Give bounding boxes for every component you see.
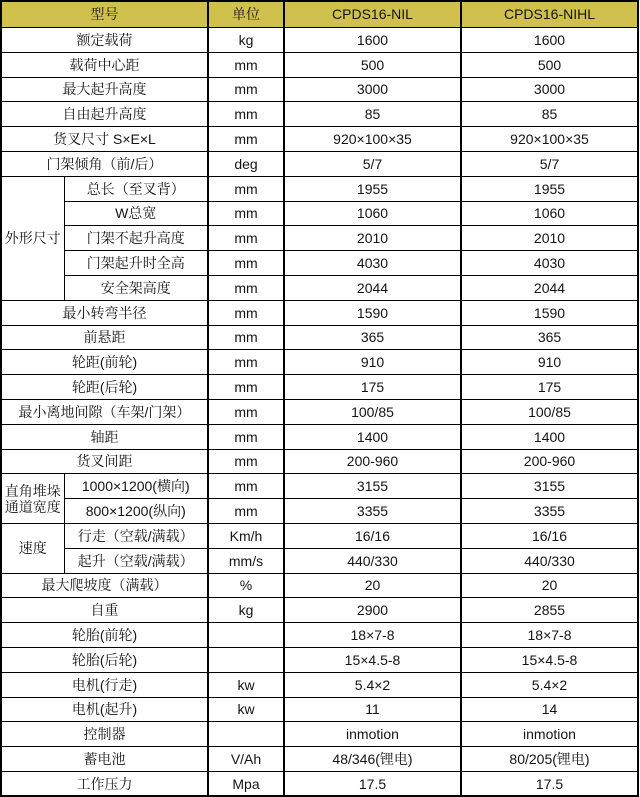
row-label: 轮胎(后轮)	[1, 647, 208, 672]
row-label: 轮距(前轮)	[1, 350, 208, 375]
row-value-b: 1600	[461, 28, 638, 53]
row-unit	[208, 647, 284, 672]
row-value-a: 5/7	[284, 151, 461, 176]
row-value-b: 85	[461, 102, 638, 127]
row-value-b: 100/85	[461, 399, 638, 424]
header-unit: 单位	[208, 1, 284, 28]
row-value-b: 4030	[461, 251, 638, 276]
row-value-a: 2010	[284, 226, 461, 251]
row-unit: mm	[208, 176, 284, 201]
row-value-b: 3355	[461, 499, 638, 524]
row-value-a: 2044	[284, 275, 461, 300]
row-unit: mm	[208, 201, 284, 226]
table-row	[1, 325, 638, 350]
row-value-b: 5/7	[461, 151, 638, 176]
row-unit: deg	[208, 151, 284, 176]
row-value-a: 3355	[284, 499, 461, 524]
row-label: 工作压力	[1, 771, 208, 796]
row-label: 前悬距	[1, 325, 208, 350]
row-value-a: 17.5	[284, 771, 461, 796]
row-group-label: 外形尺寸	[1, 176, 64, 300]
row-unit: mm	[208, 424, 284, 449]
row-label: 电机(起升)	[1, 697, 208, 722]
row-unit: mm	[208, 251, 284, 276]
row-label: W总宽	[64, 201, 208, 226]
row-value-a: 1060	[284, 201, 461, 226]
table-row	[1, 28, 638, 53]
table-row	[1, 623, 638, 648]
row-value-a: 2900	[284, 598, 461, 623]
row-value-a: 3000	[284, 77, 461, 102]
row-value-a: 365	[284, 325, 461, 350]
table-row	[1, 449, 638, 474]
row-unit: mm	[208, 325, 284, 350]
row-label: 自重	[1, 598, 208, 623]
row-group-label: 直角堆垛通道宽度	[1, 474, 64, 524]
table-row	[1, 151, 638, 176]
row-label: 最大爬坡度（满载）	[1, 573, 208, 598]
row-value-b: 910	[461, 350, 638, 375]
table-row	[1, 722, 638, 747]
row-value-b: 2010	[461, 226, 638, 251]
row-label: 安全架高度	[64, 275, 208, 300]
header-row	[1, 1, 638, 28]
row-label: 门架起升时全高	[64, 251, 208, 276]
row-value-b: 1955	[461, 176, 638, 201]
row-unit: kw	[208, 697, 284, 722]
row-value-a: 5.4×2	[284, 672, 461, 697]
table-row	[1, 474, 638, 499]
row-label: 行走（空载/满载）	[64, 523, 208, 548]
row-value-b: 1400	[461, 424, 638, 449]
row-value-b: 17.5	[461, 771, 638, 796]
row-unit: mm	[208, 449, 284, 474]
spec-table-body	[1, 28, 638, 797]
table-row	[1, 226, 638, 251]
row-unit: mm	[208, 474, 284, 499]
table-row	[1, 771, 638, 796]
row-unit: mm	[208, 226, 284, 251]
row-value-b: 1590	[461, 300, 638, 325]
table-row	[1, 275, 638, 300]
row-unit: kg	[208, 598, 284, 623]
row-value-b: 3000	[461, 77, 638, 102]
table-row	[1, 102, 638, 127]
row-unit	[208, 722, 284, 747]
row-label: 轮胎(前轮)	[1, 623, 208, 648]
table-row	[1, 350, 638, 375]
row-value-b: 1060	[461, 201, 638, 226]
row-unit	[208, 623, 284, 648]
row-label: 1000×1200(横向)	[64, 474, 208, 499]
table-row	[1, 375, 638, 400]
row-value-b: 2044	[461, 275, 638, 300]
row-label: 载荷中心距	[1, 52, 208, 77]
table-row	[1, 548, 638, 573]
row-value-a: 200-960	[284, 449, 461, 474]
row-unit: %	[208, 573, 284, 598]
row-unit: mm	[208, 350, 284, 375]
row-value-b: 20	[461, 573, 638, 598]
row-value-b: 365	[461, 325, 638, 350]
row-value-a: 11	[284, 697, 461, 722]
row-value-a: 100/85	[284, 399, 461, 424]
table-row	[1, 573, 638, 598]
header-model: 型号	[1, 1, 208, 28]
table-row	[1, 201, 638, 226]
row-label: 电机(行走)	[1, 672, 208, 697]
table-row	[1, 399, 638, 424]
row-value-a: 175	[284, 375, 461, 400]
table-row	[1, 77, 638, 102]
row-unit: mm	[208, 499, 284, 524]
row-value-b: 920×100×35	[461, 127, 638, 152]
row-value-b: 18×7-8	[461, 623, 638, 648]
row-unit: kg	[208, 28, 284, 53]
row-unit: mm/s	[208, 548, 284, 573]
row-value-a: 1600	[284, 28, 461, 53]
row-label: 控制器	[1, 722, 208, 747]
row-label: 蓄电池	[1, 747, 208, 772]
table-row	[1, 523, 638, 548]
row-label: 最小转弯半径	[1, 300, 208, 325]
row-value-a: 4030	[284, 251, 461, 276]
table-row	[1, 672, 638, 697]
row-value-a: 18×7-8	[284, 623, 461, 648]
row-value-a: 15×4.5-8	[284, 647, 461, 672]
table-row	[1, 647, 638, 672]
table-row	[1, 176, 638, 201]
row-value-a: inmotion	[284, 722, 461, 747]
header-model-b: CPDS16-NIHL	[461, 1, 638, 28]
row-unit: V/Ah	[208, 747, 284, 772]
row-value-a: 48/346(锂电)	[284, 747, 461, 772]
row-value-b: 5.4×2	[461, 672, 638, 697]
table-row	[1, 598, 638, 623]
row-label: 800×1200(纵向)	[64, 499, 208, 524]
row-label: 轴距	[1, 424, 208, 449]
row-value-b: 14	[461, 697, 638, 722]
row-label: 总长（至叉背）	[64, 176, 208, 201]
table-row	[1, 127, 638, 152]
table-row	[1, 747, 638, 772]
row-value-b: 440/330	[461, 548, 638, 573]
row-label: 货叉间距	[1, 449, 208, 474]
row-value-a: 20	[284, 573, 461, 598]
row-unit: Mpa	[208, 771, 284, 796]
row-label: 门架倾角（前/后）	[1, 151, 208, 176]
row-value-b: 2855	[461, 598, 638, 623]
row-value-a: 1955	[284, 176, 461, 201]
row-value-a: 1400	[284, 424, 461, 449]
row-unit: mm	[208, 399, 284, 424]
table-row	[1, 52, 638, 77]
row-label: 轮距(后轮)	[1, 375, 208, 400]
row-value-b: 3155	[461, 474, 638, 499]
row-value-a: 910	[284, 350, 461, 375]
row-group-label: 速度	[1, 523, 64, 573]
table-row	[1, 697, 638, 722]
table-row	[1, 499, 638, 524]
row-value-a: 440/330	[284, 548, 461, 573]
row-value-b: 500	[461, 52, 638, 77]
row-unit: Km/h	[208, 523, 284, 548]
row-unit: mm	[208, 300, 284, 325]
row-value-b: 15×4.5-8	[461, 647, 638, 672]
row-value-b: inmotion	[461, 722, 638, 747]
row-value-a: 920×100×35	[284, 127, 461, 152]
row-unit: mm	[208, 375, 284, 400]
table-row	[1, 300, 638, 325]
row-value-b: 175	[461, 375, 638, 400]
row-value-a: 85	[284, 102, 461, 127]
row-label: 货叉尺寸 S×E×L	[1, 127, 208, 152]
row-value-a: 3155	[284, 474, 461, 499]
row-unit: mm	[208, 77, 284, 102]
row-unit: mm	[208, 52, 284, 77]
row-value-a: 500	[284, 52, 461, 77]
row-unit: kw	[208, 672, 284, 697]
row-value-b: 200-960	[461, 449, 638, 474]
row-value-a: 16/16	[284, 523, 461, 548]
row-label: 额定载荷	[1, 28, 208, 53]
row-label: 自由起升高度	[1, 102, 208, 127]
row-label: 最大起升高度	[1, 77, 208, 102]
row-label: 最小离地间隙（车架/门架）	[1, 399, 208, 424]
table-row	[1, 424, 638, 449]
header-model-a: CPDS16-NIL	[284, 1, 461, 28]
row-unit: mm	[208, 127, 284, 152]
row-label: 起升（空载/满载）	[64, 548, 208, 573]
row-value-b: 80/205(锂电)	[461, 747, 638, 772]
row-value-a: 1590	[284, 300, 461, 325]
row-unit: mm	[208, 102, 284, 127]
row-value-b: 16/16	[461, 523, 638, 548]
table-row	[1, 251, 638, 276]
row-unit: mm	[208, 275, 284, 300]
row-label: 门架不起升高度	[64, 226, 208, 251]
